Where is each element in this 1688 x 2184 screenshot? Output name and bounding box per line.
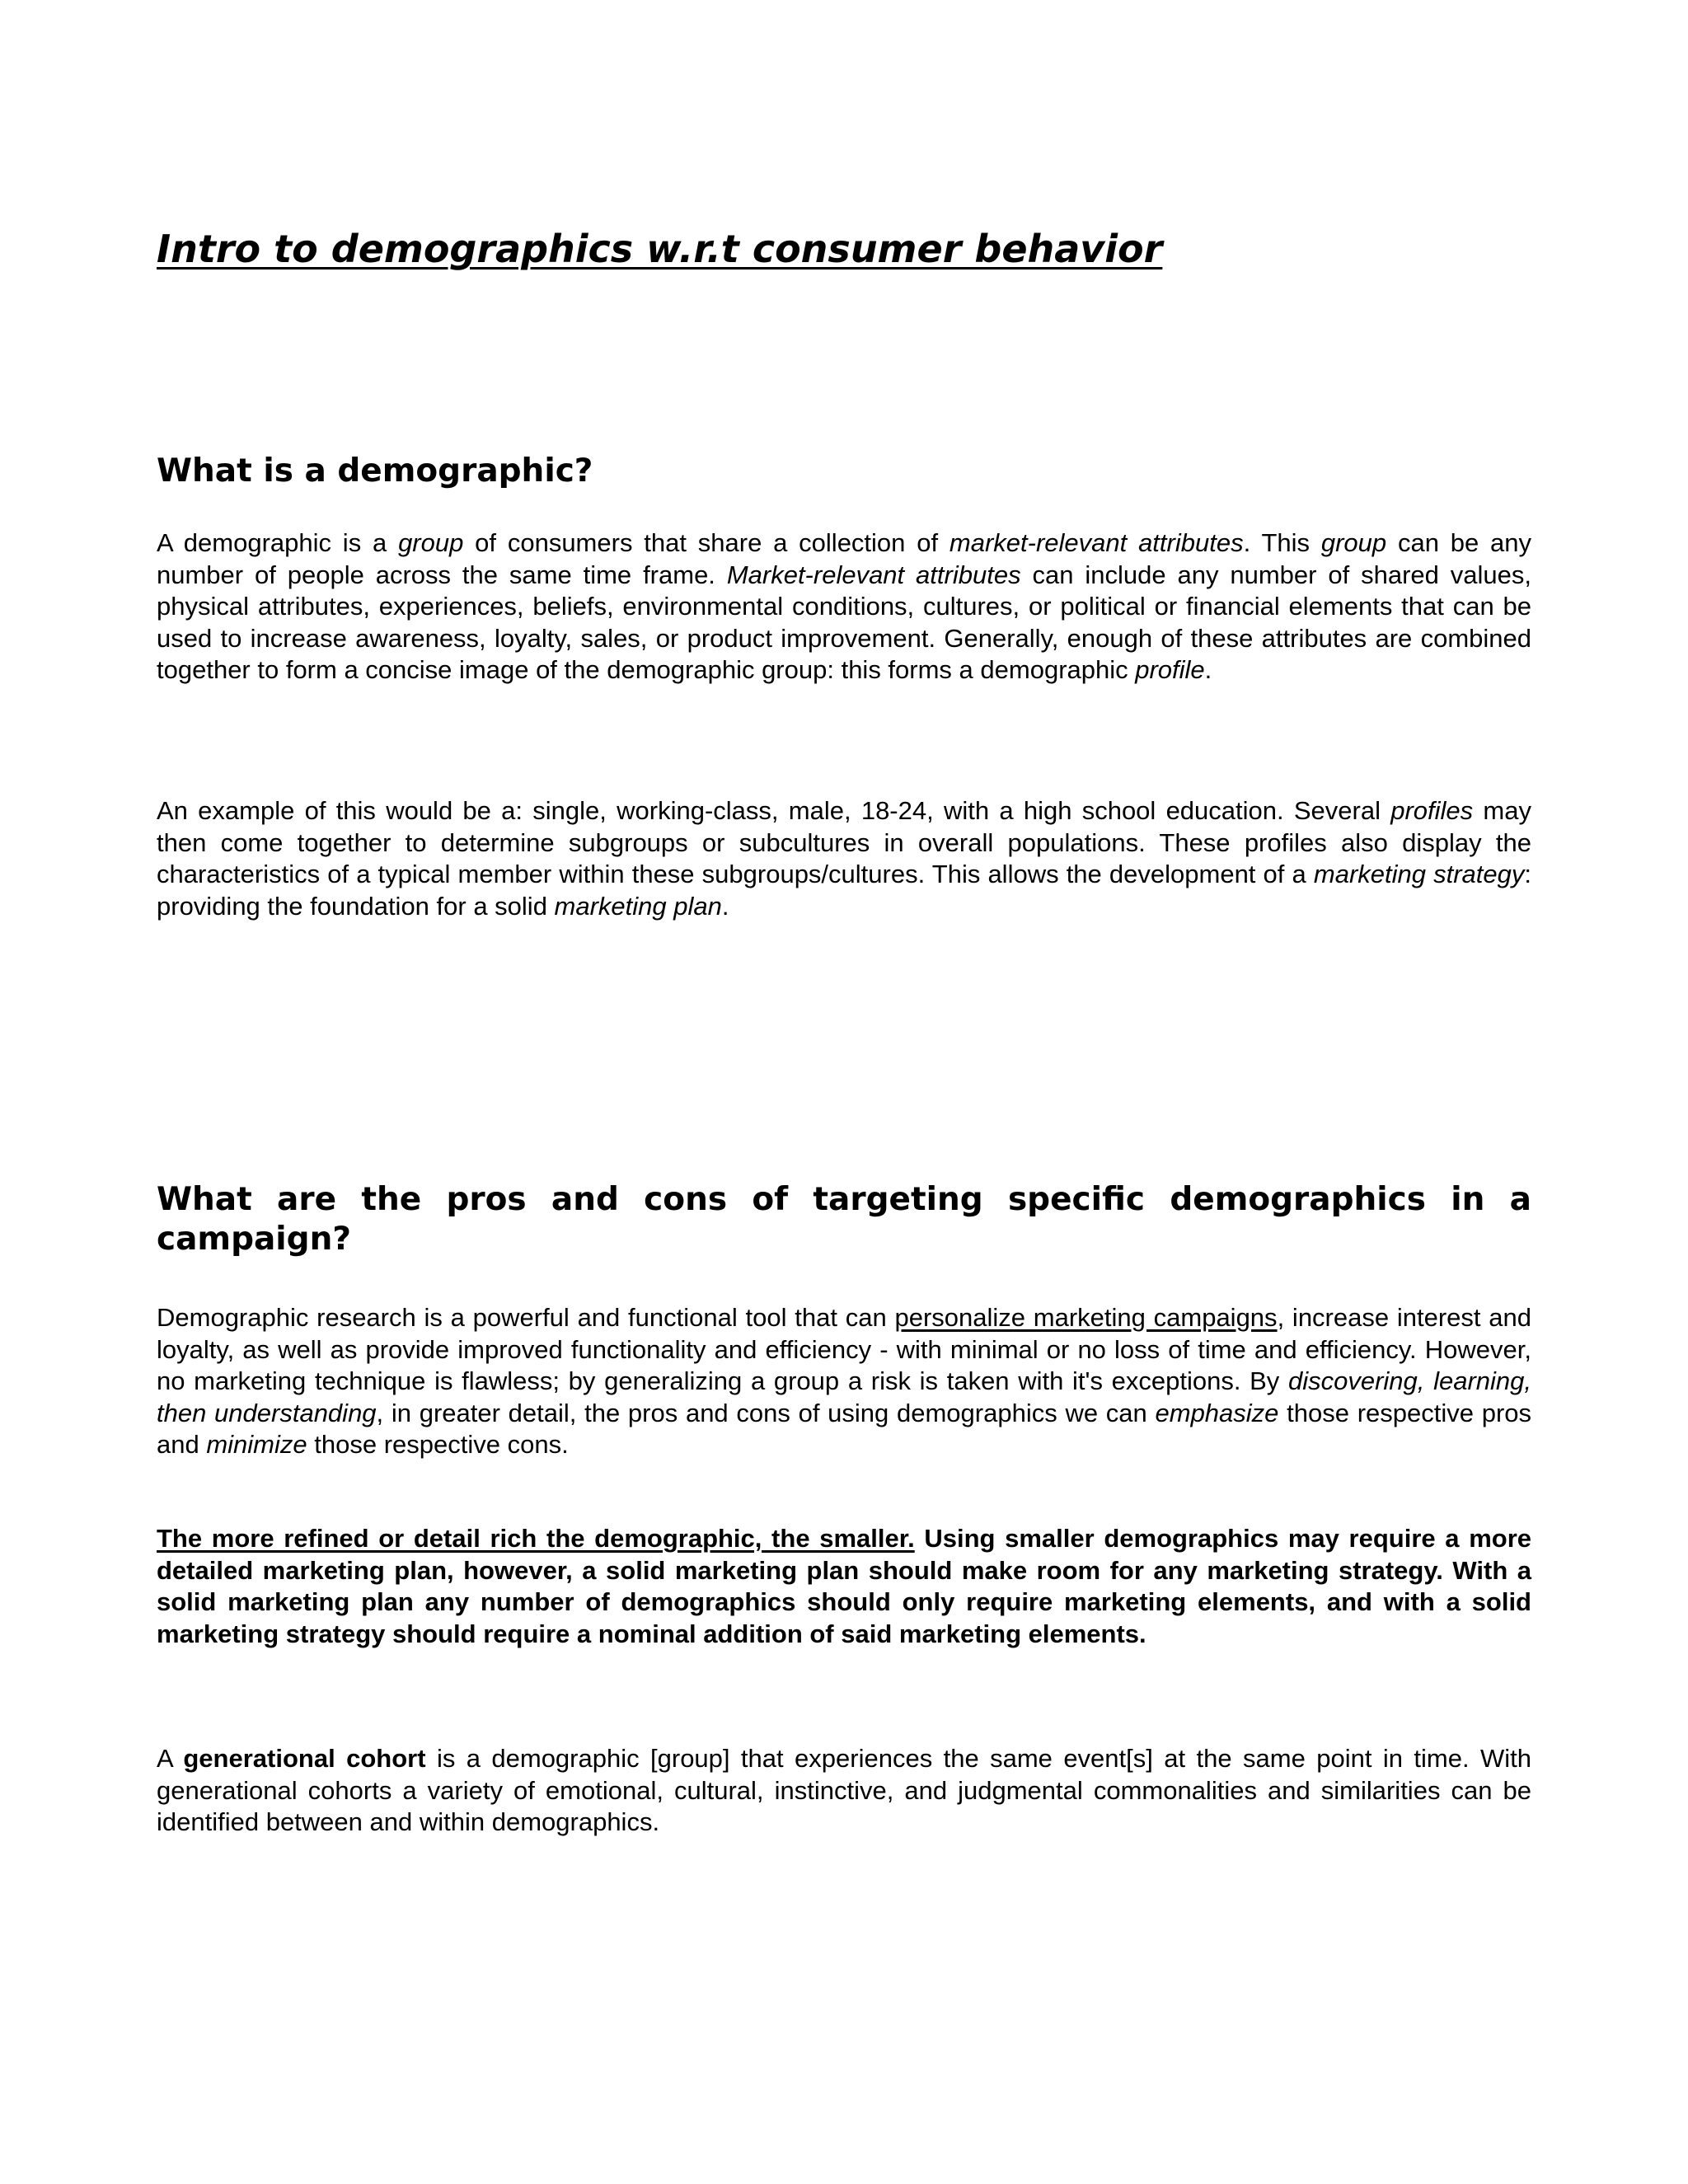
paragraph-demographic-definition: A demographic is a group of consumers that share a collection of market-relevant attributes. This group can be any number of people across the same time frame. Market-relevant attributes can include any number of shared values, physical attributes, experiences, beliefs, environmental conditions, cultures, or political or financial elements that can be used to increase awareness, loyalty, sales, or product improvement. Generally, enough of these attributes are combined together to form a concise image of the demographic group: this forms a demographic profile. (157, 528, 1532, 685)
section-heading-pros-and-cons: What are the pros and cons of targeting specific demographics in a campaign? (157, 1181, 1531, 1258)
document-title: Intro to demographics w.r.t consumer behavior (157, 227, 1163, 271)
section-heading-what-is-demographic: What is a demographic? (157, 452, 593, 490)
link-personalize-marketing-campaigns[interactable]: personalize marketing campaigns (894, 1303, 1278, 1332)
paragraph-refined-demographic: The more refined or detail rich the demographic, the smaller. Using smaller demographics may require a more detailed marketing plan, however, a solid marketing plan should make room for any marketing strategy. With a solid marketing plan any number of demographics should only require marketing elements, and with a solid marketing strategy should require a nominal addition of said marketing elements. (157, 1524, 1532, 1648)
paragraph-generational-cohort: A generational cohort is a demographic [group] that experiences the same event[s] at the same point in time. With generational cohorts a variety of emotional, cultural, instinctive, and judgmental commonalities and similarities can be identified between and within demographics. (157, 1744, 1531, 1837)
paragraph-demographic-research: Demographic research is a powerful and functional tool that can personalize marketing campaigns, increase interest and loyalty, as well as provide improved functionality and efficiency - with minimal or no loss of time and efficiency. However, no marketing technique is flawless; by generalizing a group a risk is taken with it's exceptions. By discovering, learning, then understanding, in greater detail, the pros and cons of using demographics we can emphasize those respective pros and minimize those respective cons. (157, 1303, 1532, 1460)
paragraph-demographic-example: An example of this would be a: single, working-class, male, 18-24, with a high school education. Several profiles may then come together to determine subgroups or subcultures in overall populations. These profiles also display the characteristics of a typical member within these subgroups/cultures. This allows the development of a marketing strategy: providing the foundation for a solid marketing plan. (157, 796, 1531, 921)
document-page (157, 0, 1531, 2184)
